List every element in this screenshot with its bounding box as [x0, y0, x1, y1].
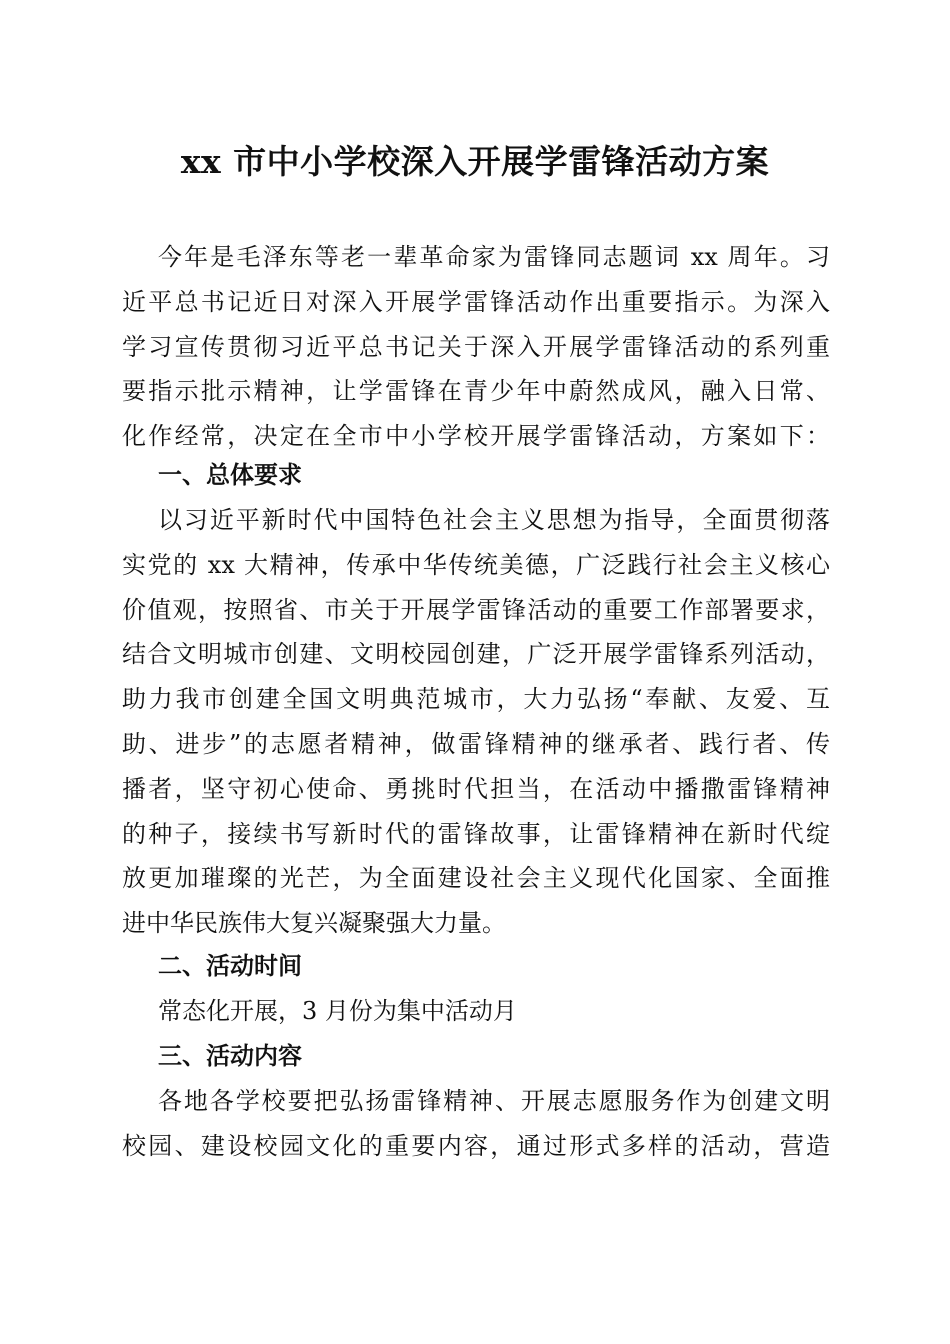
paragraph-line: 校园、建设校园文化的重要内容，通过形式多样的活动，营造 — [122, 1131, 830, 1160]
activity-content-paragraph — [122, 1079, 830, 1169]
paragraph-line: 今年是毛泽东等老一辈革命家为雷锋同志题词 xx 周年。习 — [158, 243, 830, 271]
paragraph-line: 要指示批示精神，让学雷锋在青少年中蔚然成风，融入日常、 — [122, 377, 830, 406]
paragraph-line: 以习近平新时代中国特色社会主义思想为指导，全面贯彻落 — [158, 506, 830, 534]
paragraph-line: 结合文明城市创建、文明校园创建，广泛开展学雷锋系列活动， — [122, 640, 830, 669]
paragraph-line: 近平总书记近日对深入开展学雷锋活动作出重要指示。为深入 — [122, 287, 830, 316]
paragraph-line: 放更加璀璨的光芒，为全面建设社会主义现代化国家、全面推 — [122, 864, 830, 893]
section-heading-activity-time: 二、活动时间 — [158, 952, 302, 980]
paragraph-line: 实党的 xx 大精神，传承中华传统美德，广泛践行社会主义核心 — [122, 550, 830, 579]
document-title: xx 市中小学校深入开展学雷锋活动方案 — [180, 142, 770, 181]
activity-time-text: 常态化开展，3 月份为集中活动月 — [158, 997, 517, 1025]
paragraph-line: 学习宣传贯彻习近平总书记关于深入开展学雷锋活动的系列重 — [122, 332, 830, 361]
paragraph-line: 化作经常，决定在全市中小学校开展学雷锋活动，方案如下： — [122, 422, 830, 451]
general-requirements-paragraph — [122, 498, 830, 946]
paragraph-line: 播者，坚守初心使命、勇挑时代担当，在活动中播撒雷锋精神 — [122, 774, 830, 803]
intro-paragraph — [122, 235, 830, 459]
paragraph-line: 助、进步”的志愿者精神，做雷锋精神的继承者、践行者、传 — [122, 729, 830, 758]
paragraph-line: 进中华民族伟大复兴凝聚强大力量。 — [122, 909, 506, 938]
paragraph-line: 的种子，接续书写新时代的雷锋故事，让雷锋精神在新时代绽 — [122, 819, 830, 848]
paragraph-line: 助力我市创建全国文明典范城市，大力弘扬“奉献、友爱、互 — [122, 685, 830, 714]
section-heading-activity-content: 三、活动内容 — [158, 1042, 302, 1070]
paragraph-line: 价值观，按照省、市关于开展学雷锋活动的重要工作部署要求， — [122, 595, 830, 624]
section-heading-general-requirements: 一、总体要求 — [158, 461, 302, 489]
paragraph-line: 各地各学校要把弘扬雷锋精神、开展志愿服务作为创建文明 — [158, 1087, 830, 1115]
